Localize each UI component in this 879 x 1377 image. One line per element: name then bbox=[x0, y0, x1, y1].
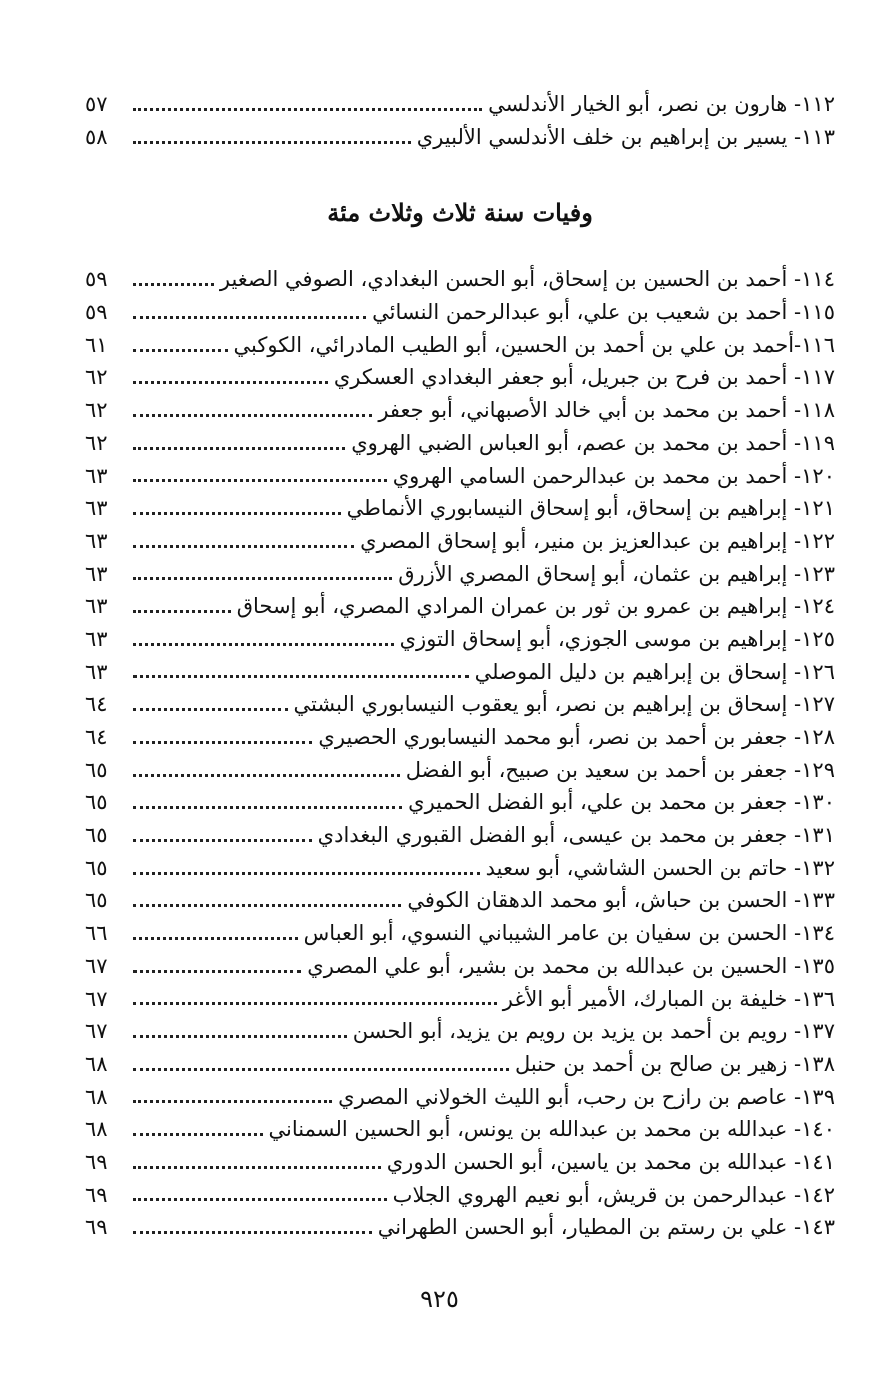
entry-page-number: ٦٣ bbox=[85, 626, 108, 651]
dot-leader bbox=[133, 1166, 381, 1169]
entry-page-number: ٦٥ bbox=[85, 855, 108, 880]
entry-page-number: ٦٧ bbox=[85, 953, 108, 978]
entry-title: ١١٩- أحمد بن محمد بن عصم، أبو العباس الضبي الهروي bbox=[351, 430, 835, 455]
entry-page-number: ٦٨ bbox=[85, 1051, 108, 1076]
entry-page-number: ٦٩ bbox=[85, 1149, 108, 1174]
dot-leader bbox=[133, 381, 328, 384]
dot-leader bbox=[133, 806, 402, 809]
entry-page-number: ٦٥ bbox=[85, 888, 108, 913]
dot-leader bbox=[133, 1198, 387, 1201]
toc-list bbox=[85, 263, 835, 1244]
entry-title: ١٣٧- رويم بن أحمد بن يزيد بن رويم بن يزيد، أبو الحسن bbox=[352, 1019, 835, 1044]
section-heading: وفيات سنة ثلاث وثلاث مئة bbox=[327, 198, 593, 228]
entry-title: ١١٣- يسير بن إبراهيم بن خلف الأندلسي الألبيري bbox=[416, 124, 835, 149]
toc-entry bbox=[85, 983, 835, 1016]
dot-leader bbox=[133, 577, 392, 580]
entry-title: ١١٤- أحمد بن الحسين بن إسحاق، أبو الحسن البغدادي، الصوفي الصغير bbox=[219, 267, 835, 292]
page-number: ٩٢٥ bbox=[420, 1285, 459, 1313]
toc-entry bbox=[85, 427, 835, 460]
entry-page-number: ٦٧ bbox=[85, 1019, 108, 1044]
entry-page-number: ٦٣ bbox=[85, 594, 108, 619]
dot-leader bbox=[133, 610, 231, 613]
toc-entry bbox=[85, 121, 835, 154]
dot-leader bbox=[133, 1035, 347, 1038]
dot-leader bbox=[133, 479, 387, 482]
entry-page-number: ٦٢ bbox=[85, 365, 108, 390]
toc-entry bbox=[85, 525, 835, 558]
entry-title: ١٣٣- الحسن بن حباش، أبو محمد الدهقان الكوفي bbox=[407, 888, 835, 913]
toc-entry bbox=[85, 852, 835, 885]
toc-entry bbox=[85, 1048, 835, 1081]
dot-leader bbox=[133, 904, 401, 907]
toc-entry bbox=[85, 819, 835, 852]
entry-page-number: ٦٥ bbox=[85, 757, 108, 782]
toc-entry bbox=[85, 1179, 835, 1212]
entry-page-number: ٦٣ bbox=[85, 463, 108, 488]
entry-page-number: ٦٢ bbox=[85, 430, 108, 455]
entry-title: ١١٧- أحمد بن فرح بن جبريل، أبو جعفر البغدادي العسكري bbox=[333, 365, 835, 390]
toc-entry bbox=[85, 394, 835, 427]
entry-title: ١٤١- عبدالله بن محمد بن ياسين، أبو الحسن الدوري bbox=[386, 1149, 835, 1174]
dot-leader bbox=[133, 708, 288, 711]
entry-title: ١٢٥- إبراهيم بن موسى الجوزي، أبو إسحاق التوزي bbox=[399, 626, 835, 651]
dot-leader bbox=[133, 141, 411, 144]
dot-leader bbox=[133, 774, 400, 777]
dot-leader bbox=[133, 349, 228, 352]
dot-leader bbox=[133, 1068, 509, 1071]
entry-page-number: ٦٧ bbox=[85, 986, 108, 1011]
entry-title: ١٣١- جعفر بن محمد بن عيسى، أبو الفضل القبوري البغدادي bbox=[317, 823, 835, 848]
dot-leader bbox=[133, 741, 312, 744]
toc-entry bbox=[85, 721, 835, 754]
entry-title: ١٢٨- جعفر بن أحمد بن نصر، أبو محمد النيسابوري الحصيري bbox=[318, 725, 835, 749]
toc-entry bbox=[85, 1211, 835, 1244]
toc-entry bbox=[85, 296, 835, 329]
toc-entry bbox=[85, 1081, 835, 1114]
entry-page-number: ٦٣ bbox=[85, 561, 108, 586]
toc-entry bbox=[85, 88, 835, 121]
entry-page-number: ٥٩ bbox=[85, 300, 108, 325]
toc-entry bbox=[85, 1113, 835, 1146]
entry-title: ١٣٤- الحسن بن سفيان بن عامر الشيباني النسوي، أبو العباس bbox=[303, 921, 835, 946]
dot-leader bbox=[133, 512, 341, 515]
entry-page-number: ٦٩ bbox=[85, 1182, 108, 1207]
dot-leader bbox=[133, 1133, 263, 1136]
entry-page-number: ٦٩ bbox=[85, 1215, 108, 1240]
dot-leader bbox=[133, 1002, 497, 1005]
entry-title: ١٤٣- علي بن رستم بن المطيار، أبو الحسن الطهراني bbox=[377, 1215, 835, 1240]
dot-leader bbox=[133, 872, 480, 875]
entry-title: ١٣٥- الحسين بن عبدالله بن محمد بن بشير، أبو علي المصري bbox=[307, 953, 835, 978]
entry-page-number: ٦٦ bbox=[85, 921, 108, 946]
toc-entry bbox=[85, 1015, 835, 1048]
dot-leader bbox=[133, 283, 214, 286]
entry-title: ١٢٩- جعفر بن أحمد بن سعيد بن صبيح، أبو الفضل bbox=[405, 757, 835, 782]
entry-title: ١١٨- أحمد بن محمد بن أبي خالد الأصبهاني، أبو جعفر bbox=[378, 398, 835, 423]
dot-leader bbox=[133, 970, 301, 973]
entry-page-number: ٦٥ bbox=[85, 790, 108, 815]
dot-leader bbox=[133, 675, 469, 678]
toc-list-before bbox=[85, 88, 835, 153]
toc-entry bbox=[85, 754, 835, 787]
entry-page-number: ٥٩ bbox=[85, 267, 108, 292]
entry-title: ١٣٩- عاصم بن رازح بن رحب، أبو الليث الخولاني المصري bbox=[338, 1084, 835, 1109]
dot-leader bbox=[133, 447, 345, 450]
toc-entry bbox=[85, 1146, 835, 1179]
toc-entry bbox=[85, 329, 835, 362]
toc-entry bbox=[85, 558, 835, 591]
entry-page-number: ٦٤ bbox=[85, 725, 108, 749]
entry-title: ١٤٠- عبدالله بن محمد بن عبدالله بن يونس، أبو الحسين السمناني bbox=[268, 1117, 835, 1142]
entry-title: ١٢٣- إبراهيم بن عثمان، أبو إسحاق المصري الأزرق bbox=[398, 561, 835, 586]
toc-entry bbox=[85, 590, 835, 623]
dot-leader bbox=[133, 545, 354, 548]
dot-leader bbox=[133, 937, 298, 940]
dot-leader bbox=[133, 643, 394, 646]
dot-leader bbox=[133, 414, 372, 417]
entry-title: ١٣٦- خليفة بن المبارك، الأمير أبو الأغر bbox=[502, 986, 835, 1011]
dot-leader bbox=[133, 1231, 372, 1234]
entry-page-number: ٦٢ bbox=[85, 398, 108, 423]
toc-entry bbox=[85, 884, 835, 917]
entry-page-number: ٦١ bbox=[85, 332, 108, 357]
entry-title: ١١٢- هارون بن نصر، أبو الخيار الأندلسي bbox=[488, 92, 835, 116]
entry-title: ١٢٠- أحمد بن محمد بن عبدالرحمن السامي الهروي bbox=[392, 463, 835, 488]
toc-entry bbox=[85, 492, 835, 525]
entry-page-number: ٦٤ bbox=[85, 692, 108, 717]
dot-leader bbox=[133, 1100, 332, 1103]
entry-page-number: ٦٣ bbox=[85, 496, 108, 521]
entry-title: ١٣٠- جعفر بن محمد بن علي، أبو الفضل الحميري bbox=[408, 790, 835, 815]
entry-title: ١٢٧- إسحاق بن إبراهيم بن نصر، أبو يعقوب النيسابوري البشتي bbox=[293, 692, 835, 717]
toc-page bbox=[85, 88, 835, 1244]
entry-page-number: ٦٥ bbox=[85, 823, 108, 848]
entry-title: ١٤٢- عبدالرحمن بن قريش، أبو نعيم الهروي الجلاب bbox=[392, 1182, 835, 1207]
toc-entry bbox=[85, 917, 835, 950]
toc-entry bbox=[85, 460, 835, 493]
entry-title: ١٢٢- إبراهيم بن عبدالعزيز بن منير، أبو إسحاق المصري bbox=[360, 528, 835, 553]
entry-page-number: ٦٣ bbox=[85, 528, 108, 553]
dot-leader bbox=[133, 316, 366, 319]
toc-entry bbox=[85, 263, 835, 296]
toc-entry bbox=[85, 656, 835, 689]
entry-title: ١٢١- إبراهيم بن إسحاق، أبو إسحاق النيسابوري الأنماطي bbox=[346, 496, 835, 521]
entry-page-number: ٥٨ bbox=[85, 124, 108, 149]
entry-page-number: ٦٨ bbox=[85, 1117, 108, 1142]
entry-page-number: ٥٧ bbox=[85, 92, 108, 116]
entry-title: ١١٦-أحمد بن علي بن أحمد بن الحسين، أبو الطيب المادرائي، الكوكبي bbox=[233, 332, 835, 357]
entry-title: ١٣٢- حاتم بن الحسن الشاشي، أبو سعيد bbox=[485, 855, 835, 880]
entry-page-number: ٦٨ bbox=[85, 1084, 108, 1109]
toc-entry bbox=[85, 623, 835, 656]
toc-entry bbox=[85, 950, 835, 983]
entry-title: ١١٥- أحمد بن شعيب بن علي، أبو عبدالرحمن النسائي bbox=[372, 300, 835, 325]
toc-entry bbox=[85, 361, 835, 394]
dot-leader bbox=[133, 839, 312, 842]
entry-title: ١٣٨- زهير بن صالح بن أحمد بن حنبل bbox=[514, 1051, 835, 1076]
entry-page-number: ٦٣ bbox=[85, 659, 108, 684]
entry-title: ١٢٤- إبراهيم بن عمرو بن ثور بن عمران المرادي المصري، أبو إسحاق bbox=[236, 594, 835, 619]
toc-entry bbox=[85, 688, 835, 721]
toc-entry bbox=[85, 786, 835, 819]
entry-title: ١٢٦- إسحاق بن إبراهيم بن دليل الموصلي bbox=[474, 659, 835, 684]
dot-leader bbox=[133, 108, 482, 111]
